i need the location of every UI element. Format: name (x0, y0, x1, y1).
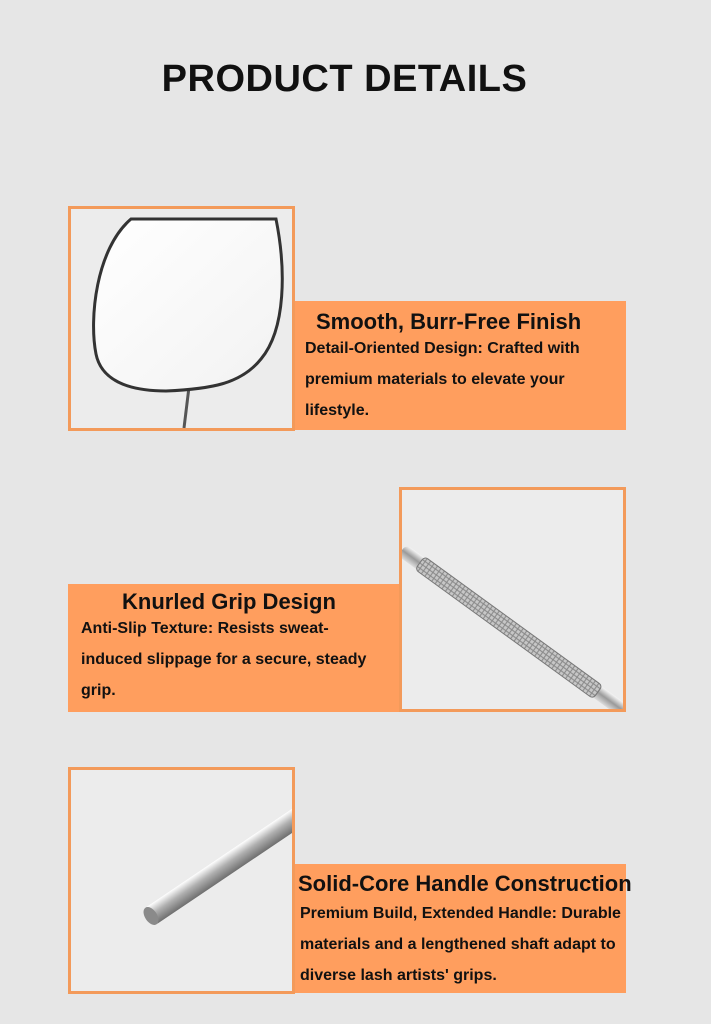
feature-3-line-2: materials and a lengthened shaft adapt to (300, 936, 616, 953)
feature-1-description (305, 333, 580, 426)
feature-2-photo (399, 487, 626, 712)
feature-1-photo (68, 206, 295, 431)
feature-3-line-1: Premium Build, Extended Handle: Durable (300, 905, 621, 922)
feature-3-line-3: diverse lash artists' grips. (300, 967, 497, 984)
feature-1-line-2: premium materials to elevate your (305, 371, 565, 388)
handle-end-icon (71, 770, 292, 991)
page-title: PRODUCT DETAILS (161, 58, 528, 100)
feature-2-description (81, 613, 366, 706)
feature-2-line-1: Anti-Slip Texture: Resists sweat- (81, 620, 329, 637)
feature-2-line-3: grip. (81, 682, 116, 699)
feature-3-heading: Solid-Core Handle Construction (298, 871, 632, 896)
feature-2-heading: Knurled Grip Design (122, 589, 336, 614)
feature-1-heading: Smooth, Burr-Free Finish (316, 309, 582, 334)
feature-2-line-2: induced slippage for a secure, steady (81, 651, 367, 668)
feature-3-description (300, 898, 621, 991)
mirror-head-icon (71, 209, 292, 428)
feature-1-line-1: Detail-Oriented Design: Crafted with (305, 340, 580, 357)
feature-3-photo (68, 767, 295, 994)
knurled-grip-icon (402, 490, 623, 709)
feature-1-line-3: lifestyle. (305, 402, 370, 419)
